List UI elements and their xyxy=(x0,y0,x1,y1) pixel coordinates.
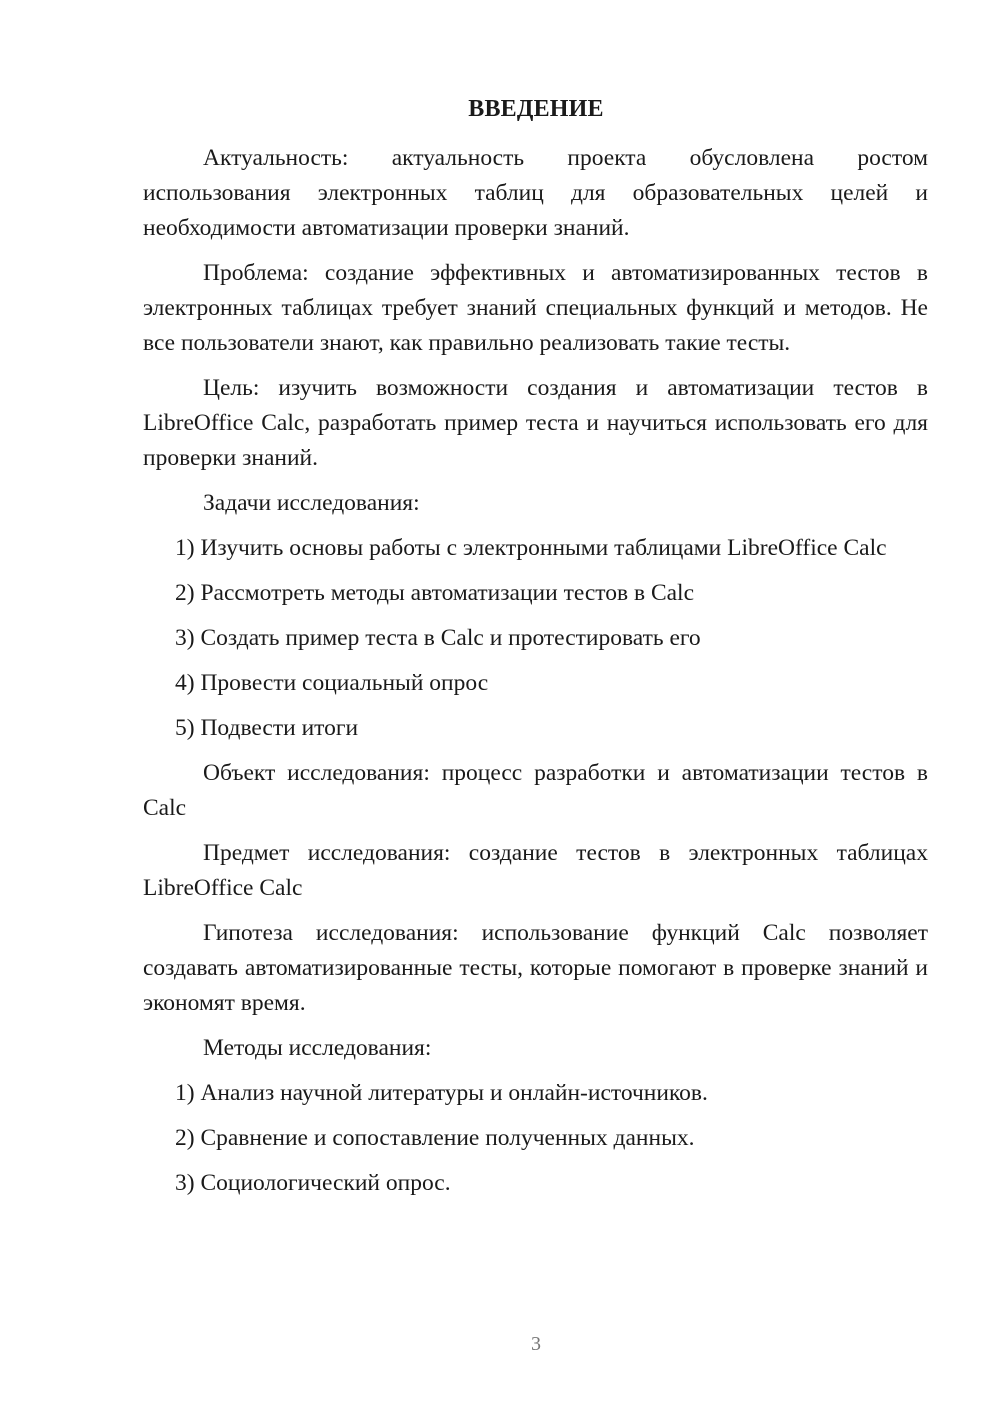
paragraph-problem: Проблема: создание эффективных и автоматизированных тестов в электронных таблицах требует знаний специальных функций и методов. Не все пользователи знают, как правильно реализовать такие тесты. xyxy=(143,260,928,356)
page-title: ВВЕДЕНИЕ xyxy=(468,96,604,122)
list-item-task-2: 2) Рассмотреть методы автоматизации тестов в Calc xyxy=(175,580,695,606)
paragraph-hypothesis: Гипотеза исследования: использование функций Calc позволяет создавать автоматизированные тесты, которые помогают в проверке знаний и экономят время. xyxy=(143,920,928,1016)
paragraph-goal: Цель: изучить возможности создания и автоматизации тестов в LibreOffice Calc, разработать пример теста и научиться использовать его для проверки знаний. xyxy=(143,375,928,471)
document-body xyxy=(143,141,928,1211)
methods-list xyxy=(143,1076,928,1201)
list-item-task-4: 4) Провести социальный опрос xyxy=(175,670,489,696)
list-item-method-1: 1) Анализ научной литературы и онлайн-источников. xyxy=(175,1080,708,1106)
list-item-method-3: 3) Социологический опрос. xyxy=(175,1170,451,1196)
paragraph-subject: Предмет исследования: создание тестов в электронных таблицах LibreOffice Calc xyxy=(143,840,928,901)
paragraph-relevance: Актуальность: актуальность проекта обусловлена ростом использования электронных таблиц для образовательных целей и необходимости автоматизации проверки знаний. xyxy=(143,145,928,241)
list-item-task-1: 1) Изучить основы работы с электронными таблицами LibreOffice Calc xyxy=(175,535,887,561)
list-item-method-2: 2) Сравнение и сопоставление полученных данных. xyxy=(175,1125,695,1151)
tasks-heading: Задачи исследования: xyxy=(203,490,420,516)
methods-heading: Методы исследования: xyxy=(203,1035,432,1061)
page-number: 3 xyxy=(531,1333,541,1355)
tasks-list xyxy=(143,531,928,746)
list-item-task-3: 3) Создать пример теста в Calc и протестировать его xyxy=(175,625,701,651)
list-item-task-5: 5) Подвести итоги xyxy=(175,715,359,741)
paragraph-object: Объект исследования: процесс разработки и автоматизации тестов в Calc xyxy=(143,760,928,821)
